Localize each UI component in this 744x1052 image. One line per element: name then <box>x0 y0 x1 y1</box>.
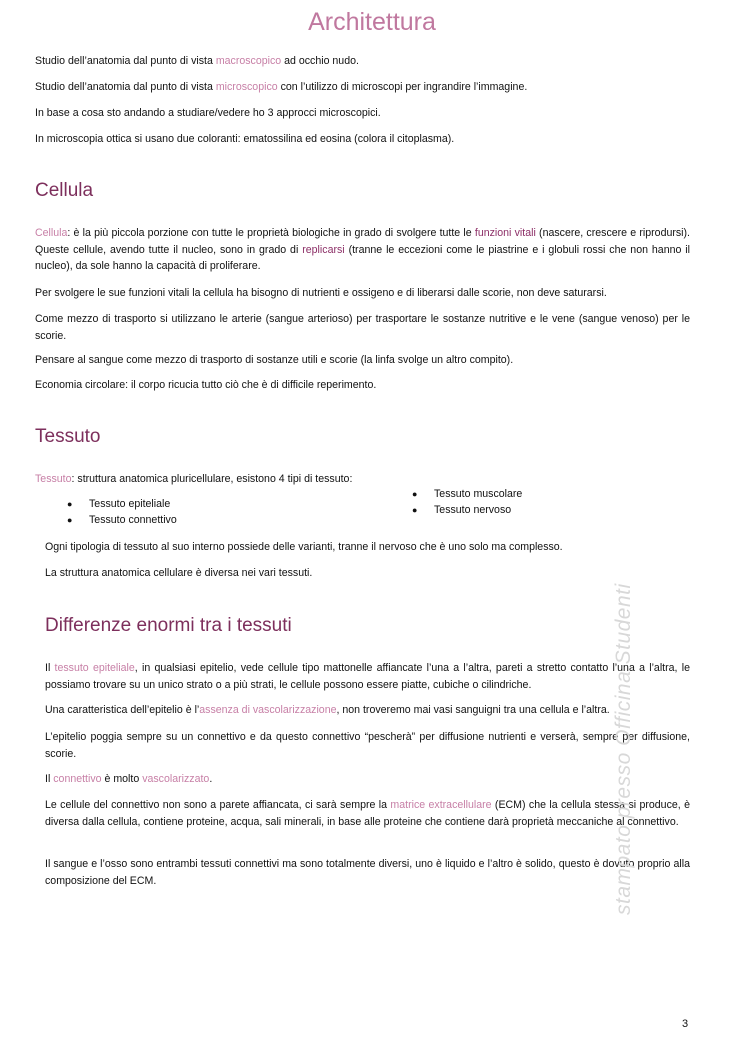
section-heading-differenze: Differenze enormi tra i tessuti <box>45 615 292 636</box>
differenze-paragraph-4 <box>45 771 212 788</box>
text: con l’utilizzo di microscopi per ingrandire l’immagine. <box>277 81 528 93</box>
keyword: connettivo <box>53 773 102 785</box>
keyword: vascolarizzato <box>142 773 210 785</box>
keyword: tessuto epiteliale <box>54 662 135 674</box>
tessuto-paragraph-1: Ogni tipologia di tessuto al suo interno possiede delle varianti, tranne il nervoso che è uno solo ma complesso. <box>45 541 563 553</box>
list-item <box>412 486 522 502</box>
text: , non troveremo mai vasi sanguigni tra una cellula e l’altra. <box>336 704 610 716</box>
keyword: Cellula <box>35 227 68 239</box>
page-title: Architettura <box>308 8 436 36</box>
differenze-paragraph-2 <box>45 702 610 719</box>
tessuto-intro <box>35 471 352 488</box>
text: ad occhio nudo. <box>281 55 359 67</box>
bullet-icon: ● <box>412 505 418 515</box>
list-item-label: Tessuto epiteliale <box>89 498 171 510</box>
keyword: funzioni vitali <box>474 227 536 239</box>
cellula-paragraph-2: Per svolgere le sue funzioni vitali la cellula ha bisogno di nutrienti e ossigeno e di liberarsi dalle scorie, non deve saturarsi. <box>35 287 607 299</box>
text: : è la più piccola porzione con tutte le proprietà biologiche in grado di svolgere tutte le <box>67 227 475 239</box>
text: Studio dell’anatomia dal punto di vista <box>35 81 216 93</box>
text: Le cellule del connettivo non sono a parete affiancata, ci sarà sempre la <box>45 799 391 811</box>
text: (nascere, crescere e riprodursi). Queste cellule, avendo tutte il nucleo, sono in grado di <box>35 227 691 256</box>
differenze-paragraph-5 <box>45 797 690 830</box>
text: (tranne le eccezioni come le piastrine e i globuli rossi che non hanno il nucleo), da sole hanno la capacità di proliferare. <box>35 243 691 272</box>
text: Il <box>45 662 55 674</box>
keyword: microscopico <box>215 81 278 93</box>
section-heading-cellula: Cellula <box>35 180 94 201</box>
text: Il <box>45 773 54 785</box>
list-item-label: Tessuto connettivo <box>89 514 177 526</box>
tessuto-paragraph-2: La struttura anatomica cellulare è diversa nei vari tessuti. <box>45 567 313 579</box>
intro-paragraph-1 <box>35 53 359 70</box>
differenze-paragraph-3: L’epitelio poggia sempre su un connettivo e da questo connettivo “pescherà” per diffusione nutrienti e verserà, sempre per diffusione, scorie. <box>45 731 690 760</box>
text: (ECM) che la cellula stessa si produce, è diversa dalla cellula, contiene proteine, acqua, sali minerali, in base alle proteine che contiene darà proprietà meccaniche al connettivo. <box>45 799 690 828</box>
cellula-paragraph-4: Pensare al sangue come mezzo di trasporto di sostanze utili e scorie (la linfa svolge un altro compito). <box>35 354 514 366</box>
list-item <box>67 512 177 528</box>
cellula-paragraph-1 <box>35 225 690 275</box>
bullet-icon: ● <box>67 515 73 525</box>
intro-paragraph-3: In base a cosa sto andando a studiare/vedere ho 3 approcci microscopici. <box>35 107 381 119</box>
intro-paragraph-4: In microscopia ottica si usano due coloranti: ematossilina ed eosina (colora il citoplasma). <box>35 133 455 145</box>
text: è molto <box>101 773 143 785</box>
keyword: matrice extracellulare <box>390 799 492 811</box>
differenze-paragraph-1 <box>45 660 690 693</box>
list-item-label: Tessuto nervoso <box>434 504 512 516</box>
text: , in qualsiasi epitelio, vede cellule tipo mattonelle affiancate l’una a l’altra, pareti a stretto contatto l’una a l’altra, le possiamo trovare su un unico strato o a più strati, le cellule possono essere piatte, cubiche o cilindriche. <box>45 662 690 691</box>
keyword: Tessuto <box>35 473 72 485</box>
text: . <box>209 773 213 785</box>
bullet-icon: ● <box>412 489 418 499</box>
section-heading-tessuto: Tessuto <box>35 426 101 447</box>
text: Una caratteristica dell’epitelio è l’ <box>45 704 200 716</box>
bullet-icon: ● <box>67 499 73 509</box>
list-item <box>412 502 511 518</box>
intro-paragraph-2 <box>35 79 527 96</box>
keyword: replicarsi <box>302 243 345 256</box>
text: Studio dell’anatomia dal punto di vista <box>35 55 216 67</box>
list-item-label: Tessuto muscolare <box>434 488 523 500</box>
page-number: 3 <box>682 1018 689 1030</box>
keyword: macroscopico <box>215 55 282 67</box>
cellula-paragraph-3: Come mezzo di trasporto si utilizzano le arterie (sangue arterioso) per trasportare le sostanze nutritive e le vene (sangue venoso) per le scorie. <box>35 313 690 342</box>
list-item <box>67 496 170 512</box>
cellula-paragraph-5: Economia circolare: il corpo ricucia tutto ciò che è di difficile reperimento. <box>35 379 377 391</box>
watermark: stampato presso Officina Studenti <box>612 583 635 915</box>
keyword: assenza di vascolarizzazione <box>199 704 337 716</box>
differenze-paragraph-6: Il sangue e l’osso sono entrambi tessuti connettivi ma sono totalmente diversi, uno è liquido e l’altro è solido, questo è dovuto proprio alla composizione del ECM. <box>45 858 690 887</box>
text: : struttura anatomica pluricellulare, esistono 4 tipi di tessuto: <box>71 473 353 485</box>
